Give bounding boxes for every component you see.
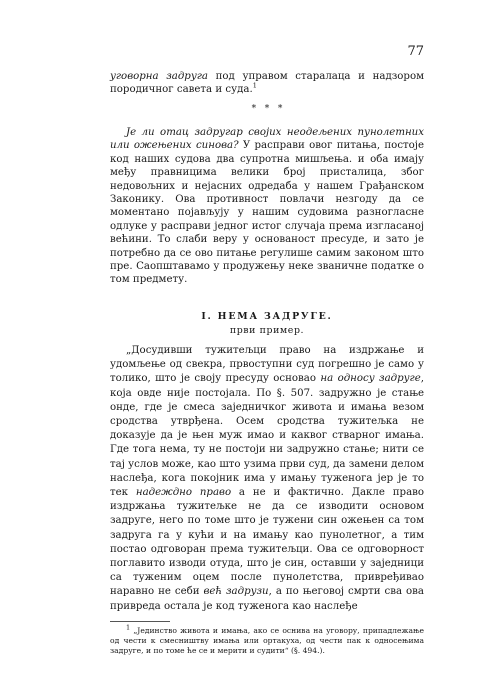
main-italic-3: већ задрузи: [203, 586, 269, 598]
footnote-text: „Јединство живота и имања, ако се оснива на уговору, припадлежање од чести к смесништву имања или ортакуха, од чести пак к односењима задруге, и по томе ће се и мерити и судити“ (§. 494.).: [110, 626, 424, 655]
question-text: У расправи овог питања, постоје код наших судова два супротна мишљења. и оба имају међу правницима велики број присталица, због недовољних и нејасних одредаба у нашем Грађанском Законику. Ова противност повлачи незгоду да се моментано појављују у нашим судовима разногласне одлуке у расправи једнoг истог случаја према изгласаној већини. То слаби веру у основаност пресуде, и зато је потребно да се ово питање регулише самим законом што пре. Саопштавамо у продужењу неке званичне податке о том предмету.: [110, 140, 424, 286]
section-subtitle: први пример.: [229, 325, 305, 336]
main-text-4: , а по његовој смрти сва ова привреда остала је код туженога као наслеђе: [110, 586, 424, 612]
main-text-2: , која овде није постојала. По §. 507. задружно је стање онде, где је смеса заједничког живота и имања везом сродства утврђена. Осем сродства тужитељка не доказује да је њен муж имао и каквог стварног имања. Где тога нема, ту не постоји ни задружно стање; нити се тај услов може, као што узима први суд, да замени делом наслеђа, кога покојник има у имању туженога јер је то тек: [110, 373, 424, 499]
main-italic-1: на односу задруге: [320, 373, 421, 385]
question-italic: Је ли отац задругар својих неодељених пунолетних или ожењених синова?: [110, 127, 424, 152]
intro-text: под управом старалаца и надзором породичног савета и суда.: [110, 71, 425, 96]
separator-stars: * * *: [251, 104, 283, 114]
footnote-ref: 1: [252, 82, 257, 91]
footnote: [110, 623, 424, 655]
intro-paragraph: [110, 70, 424, 97]
footnote-rule: [110, 621, 170, 622]
main-paragraph: [110, 344, 424, 614]
page-number: 77: [407, 44, 424, 59]
main-text-1: „Досудивши тужитељци право на издржање и удомљење од свекра, првоступни суд погрешно је само у толико, што је своју пресуду основао: [110, 345, 424, 385]
footnote-mark: 1: [126, 623, 131, 632]
section-title: I. НЕМА ЗАДРУГЕ.: [201, 311, 333, 322]
question-paragraph: [110, 126, 424, 287]
main-text-3: а не и фактично. Дакле право издржања тужитељке не да се изводити основом задруге, него по томе што је тужени син ожењен са том задруга га у кући и на имању као пунолетног, а тим постао одговоран према тужитељци. Ова се одговорност поглавито изводи отуда, што је син, оставши у заједници са туженим оцем после пунолетства, привређивао наравно не себи: [110, 487, 425, 598]
main-italic-2: надеждно право: [135, 487, 232, 499]
intro-italic: уговорна задруга: [110, 71, 208, 82]
